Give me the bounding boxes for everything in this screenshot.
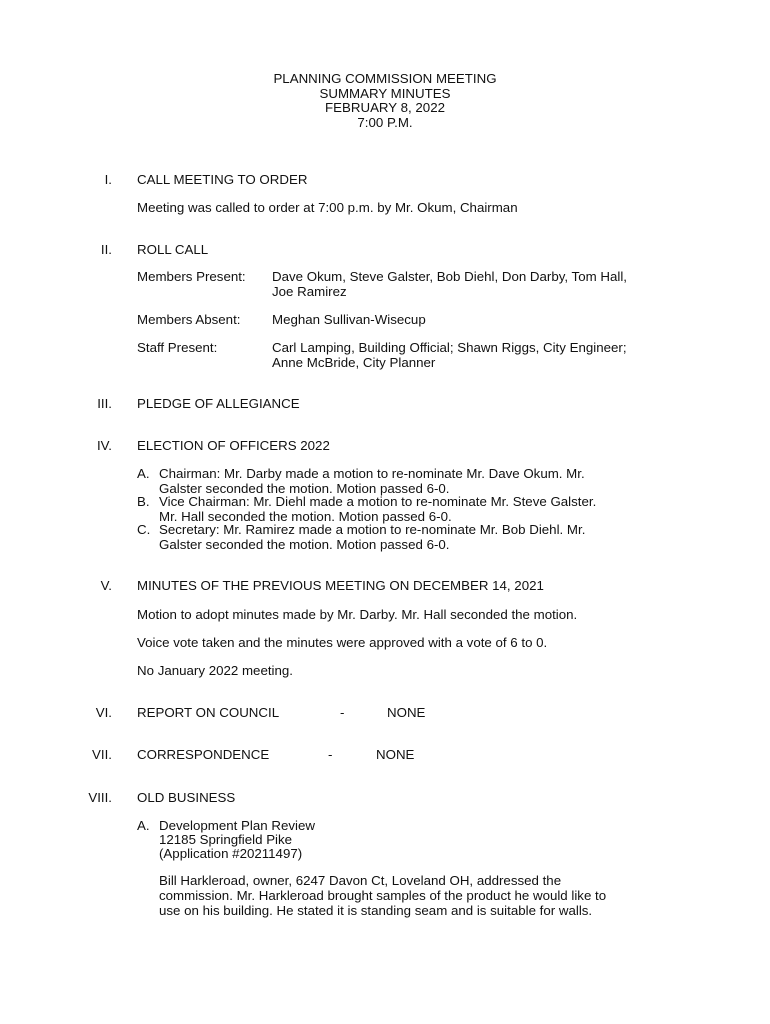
staff-present-list-cont: Anne McBride, City Planner: [272, 355, 436, 370]
meeting-title: PLANNING COMMISSION MEETING: [273, 71, 497, 86]
list-item-text: Secretary: Mr. Ramirez made a motion to re-nominate Mr. Bob Diehl. Mr.: [159, 522, 586, 537]
staff-present-label: Staff Present:: [137, 340, 218, 355]
document-header: [0, 72, 770, 130]
old-business-paragraph: commission. Mr. Harkleroad brought samples of the product he would like to: [159, 888, 607, 903]
meeting-time: 7:00 P.M.: [357, 114, 413, 130]
staff-present-list: Carl Lamping, Building Official; Shawn Riggs, City Engineer;: [272, 340, 627, 355]
section-number: VI.: [95, 705, 112, 720]
section-heading-report-council: REPORT ON COUNCIL: [137, 705, 280, 720]
correspondence-dash: -: [328, 747, 333, 762]
list-item-text: Galster seconded the motion. Motion passed 6-0.: [159, 537, 450, 552]
members-absent-label: Members Absent:: [137, 312, 241, 327]
document-subtitle: SUMMARY MINUTES: [319, 85, 451, 101]
list-item-letter: A.: [137, 818, 150, 833]
section-heading-previous-minutes: MINUTES OF THE PREVIOUS MEETING ON DECEMBER 14, 2021: [137, 578, 544, 593]
item-address: 12185 Springfield Pike: [159, 832, 293, 847]
section-heading-pledge: PLEDGE OF ALLEGIANCE: [137, 396, 300, 411]
list-item: [137, 522, 697, 552]
list-item-text: Chairman: Mr. Darby made a motion to re-nominate Mr. Dave Okum. Mr.: [159, 466, 585, 481]
meeting-date: FEBRUARY 8, 2022: [325, 100, 445, 115]
section-number: VIII.: [88, 790, 112, 805]
list-item-text: Galster seconded the motion. Motion passed 6-0.: [159, 481, 450, 496]
minutes-motion-text: Motion to adopt minutes made by Mr. Darby. Mr. Hall seconded the motion.: [137, 607, 578, 622]
call-to-order-text: Meeting was called to order at 7:00 p.m. by Mr. Okum, Chairman: [137, 200, 518, 215]
correspondence-value: NONE: [376, 747, 415, 762]
section-heading-call-to-order: CALL MEETING TO ORDER: [137, 172, 308, 187]
section-heading-roll-call: ROLL CALL: [137, 242, 209, 257]
list-item: [137, 466, 697, 496]
list-item: [137, 494, 697, 524]
minutes-vote-text: Voice vote taken and the minutes were approved with a vote of 6 to 0.: [137, 635, 548, 650]
section-number: I.: [104, 172, 112, 187]
minutes-note-text: No January 2022 meeting.: [137, 663, 293, 678]
members-present-list: Dave Okum, Steve Galster, Bob Diehl, Don Darby, Tom Hall,: [272, 269, 627, 284]
section-number: III.: [97, 396, 112, 411]
section-heading-old-business: OLD BUSINESS: [137, 790, 236, 805]
report-council-value: NONE: [387, 705, 426, 720]
list-item-letter: A.: [137, 466, 150, 481]
members-present-label: Members Present:: [137, 269, 246, 284]
report-council-dash: -: [340, 705, 345, 720]
section-number: IV.: [96, 438, 112, 453]
item-application-number: (Application #20211497): [159, 846, 303, 861]
members-absent-value: Meghan Sullivan-Wisecup: [272, 312, 426, 327]
section-heading-correspondence: CORRESPONDENCE: [137, 747, 270, 762]
list-item-letter: B.: [137, 494, 150, 509]
section-number: VII.: [92, 747, 112, 762]
list-item-letter: C.: [137, 522, 151, 537]
section-number: V.: [100, 578, 112, 593]
old-business-paragraph: Bill Harkleroad, owner, 6247 Davon Ct, Loveland OH, addressed the: [159, 873, 562, 888]
members-present-list-cont: Joe Ramirez: [272, 284, 347, 299]
section-number: II.: [100, 242, 112, 257]
old-business-paragraph: use on his building. He stated it is standing seam and is suitable for walls.: [159, 903, 593, 918]
list-item-text: Vice Chairman: Mr. Diehl made a motion to re-nominate Mr. Steve Galster.: [159, 494, 597, 509]
section-heading-election: ELECTION OF OFFICERS 2022: [137, 438, 330, 453]
list-item-text: Mr. Hall seconded the motion. Motion passed 6-0.: [159, 509, 452, 524]
item-title: Development Plan Review: [159, 818, 315, 833]
